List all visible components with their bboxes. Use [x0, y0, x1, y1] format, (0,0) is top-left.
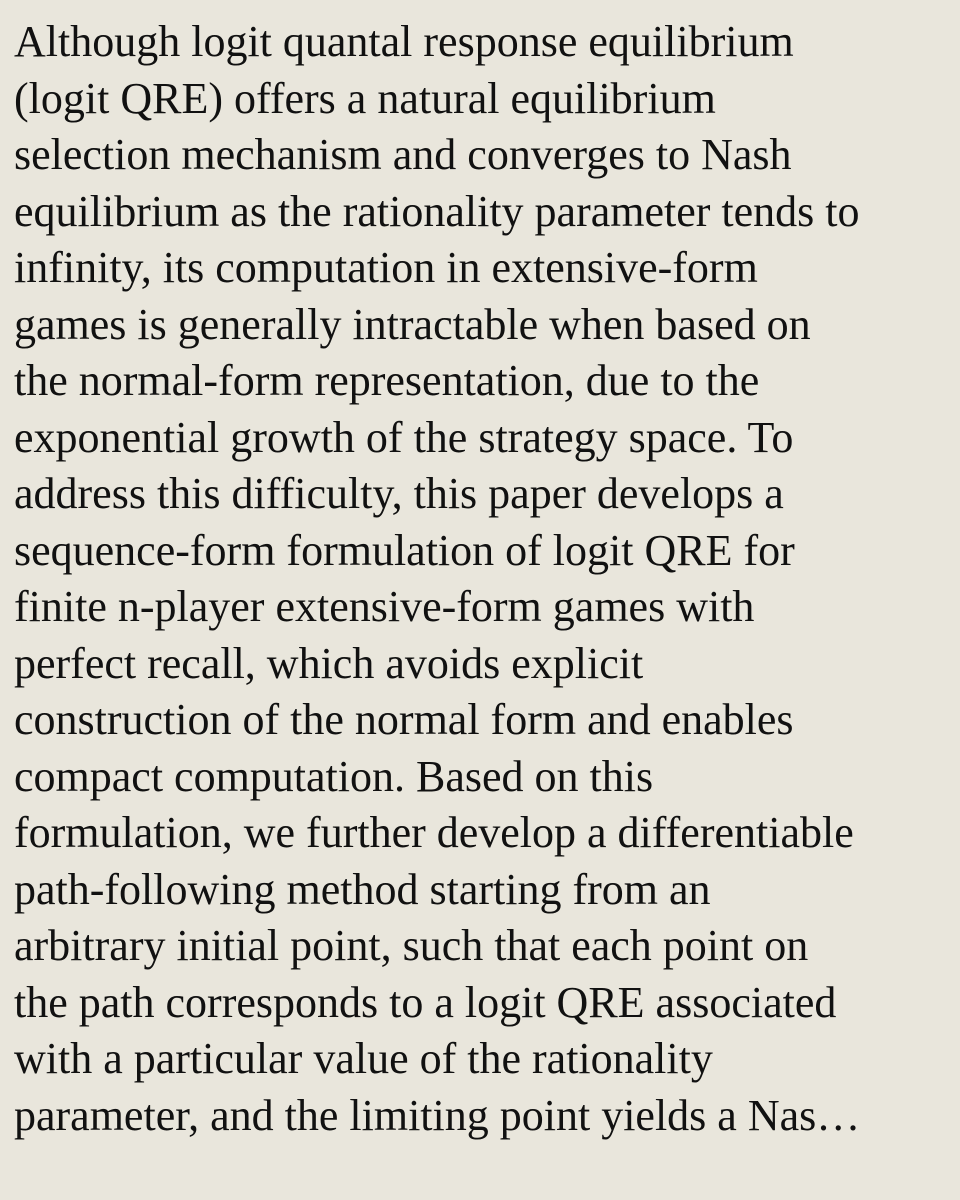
abstract-line: selection mechanism and converges to Nash: [14, 130, 792, 179]
abstract-line: formulation, we further develop a differentiable: [14, 808, 854, 857]
abstract-line: sequence-form formulation of logit QRE for: [14, 525, 795, 575]
abstract-line: compact computation. Based on this: [14, 751, 654, 801]
abstract-line: equilibrium as the rationality parameter tends to: [14, 186, 860, 236]
abstract-line: games is generally intractable when based on: [14, 299, 811, 349]
abstract-line: Although logit quantal response equilibrium: [14, 17, 794, 66]
abstract-line: the path corresponds to a logit QRE associated: [14, 977, 837, 1027]
abstract-line: construction of the normal form and enables: [14, 695, 794, 744]
abstract-line: with a particular value of the rationality: [14, 1034, 713, 1083]
abstract-line: finite n-player extensive-form games with: [14, 582, 755, 631]
abstract-line: parameter, and the limiting point yields a Nas…: [14, 1090, 861, 1140]
abstract-line: the normal-form representation, due to the: [14, 356, 760, 405]
abstract-line: address this difficulty, this paper develops a: [14, 469, 784, 518]
abstract-line: (logit QRE) offers a natural equilibrium: [14, 73, 716, 123]
abstract-line: arbitrary initial point, such that each point on: [14, 921, 809, 970]
abstract-line: path-following method starting from an: [14, 864, 711, 914]
abstract-line: perfect recall, which avoids explicit: [14, 638, 644, 688]
abstract-line: exponential growth of the strategy space. To: [14, 412, 794, 462]
abstract-text: [14, 14, 946, 1144]
abstract-line: infinity, its computation in extensive-form: [14, 243, 758, 292]
